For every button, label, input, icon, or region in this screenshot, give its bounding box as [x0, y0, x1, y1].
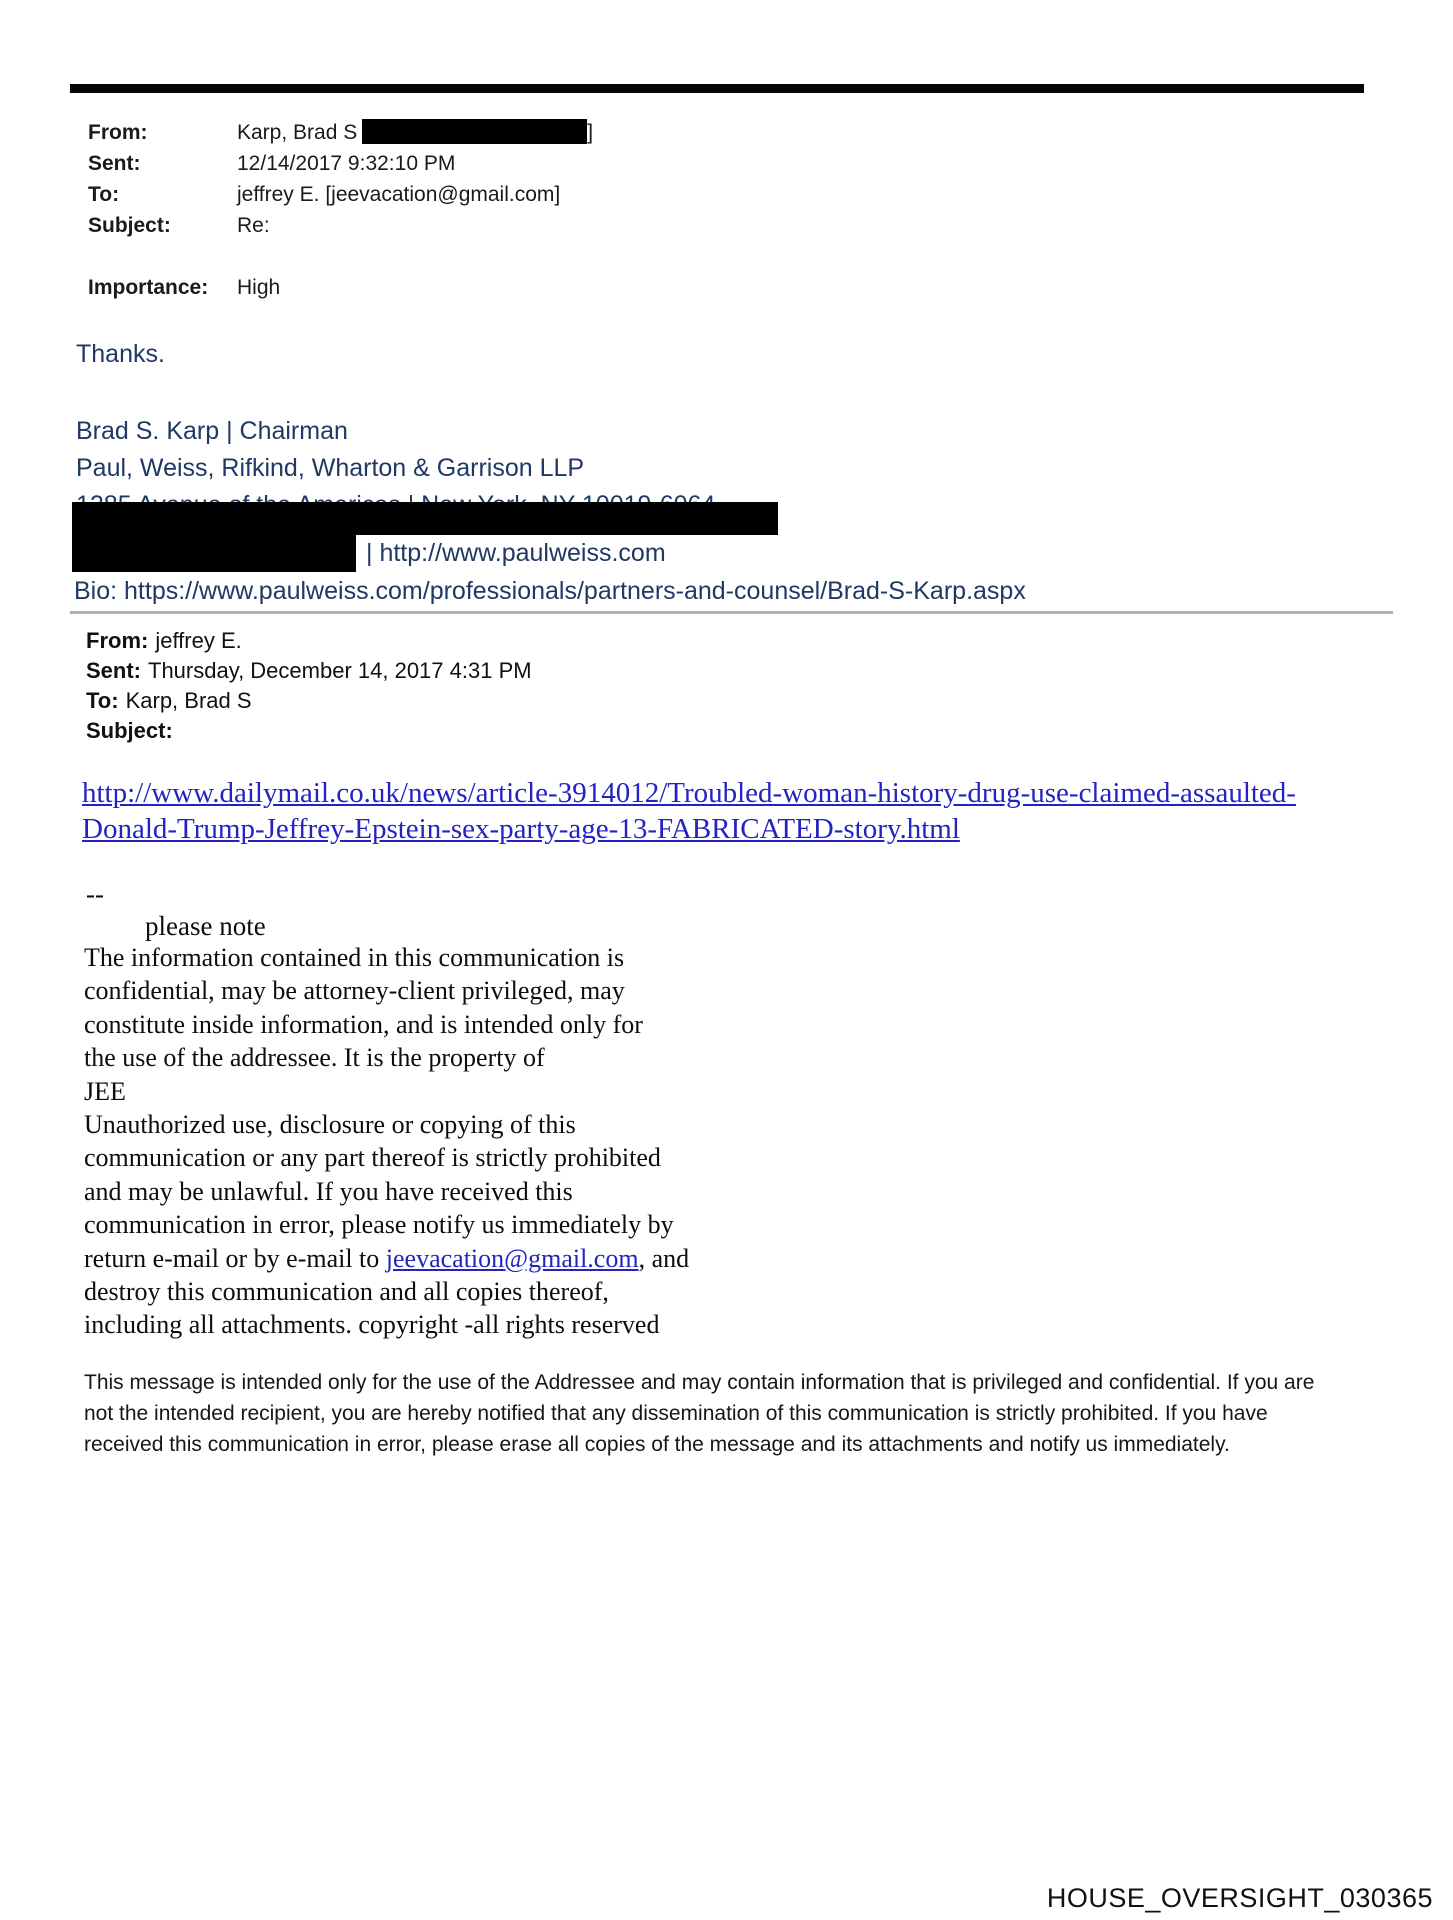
quoted-row-from — [86, 626, 532, 656]
disclaimer-line: the use of the addressee. It is the property of — [84, 1043, 545, 1073]
quoted-row-sent — [86, 656, 532, 686]
quoted-from-label: From: — [86, 628, 149, 653]
signature-separator: -- — [86, 879, 104, 909]
footer-disclaimer — [84, 1368, 1314, 1460]
quoted-subject-label: Subject: — [86, 718, 173, 743]
redaction-row-website — [72, 535, 778, 572]
footer-disclaimer-line-2: not the intended recipient, you are hereby notified that any dissemination of this communication is strictly prohibited. If you have — [84, 1401, 1268, 1425]
footer-disclaimer-line-3: received this communication in error, please erase all copies of the message and its attachments and notify us immediately. — [84, 1432, 1230, 1456]
disclaimer-line: communication or any part thereof is strictly prohibited — [84, 1143, 661, 1173]
dailymail-article-link[interactable]: http://www.dailymail.co.uk/news/article-3914012/Troubled-woman-history-drug-use-claimed-assaulted- — [82, 777, 1296, 809]
dailymail-article-link-continued[interactable]: Donald-Trump-Jeffrey-Epstein-sex-party-age-13-FABRICATED-story.html — [82, 813, 960, 845]
sent-value: 12/14/2017 9:32:10 PM — [237, 152, 456, 175]
header-row-to — [88, 179, 593, 210]
from-value-bracket: ] — [587, 121, 594, 144]
quoted-to-value: Karp, Brad S — [125, 688, 252, 713]
quoted-mail-header — [86, 626, 532, 746]
quoted-message-divider — [70, 611, 1393, 614]
article-link-block — [82, 775, 1296, 847]
firm-website-link[interactable]: | http://www.paulweiss.com — [366, 539, 666, 567]
disclaimer-line: including all attachments. copyright -all rights reserved — [84, 1310, 660, 1340]
note-heading: please note — [145, 911, 266, 941]
from-value-name: Karp, Brad S — [237, 121, 358, 144]
signature-name-title: Brad S. Karp | Chairman — [76, 417, 348, 445]
top-rule — [70, 84, 1364, 93]
footer-disclaimer-line-1: This message is intended only for the use of the Addressee and may contain information that is privileged and confidential. If you are — [84, 1371, 1315, 1394]
email-line-prefix: return e-mail or by e-mail to — [84, 1243, 386, 1273]
to-value: jeffrey E. [jeevacation@gmail.com] — [237, 183, 561, 206]
header-row-subject — [88, 210, 593, 241]
sent-label: Sent: — [88, 152, 141, 175]
subject-label: Subject: — [88, 214, 171, 237]
signature-firm: Paul, Weiss, Rifkind, Wharton & Garrison LLP — [76, 454, 585, 482]
redaction-bar-phone-line — [72, 502, 778, 535]
quoted-sent-label: Sent: — [86, 658, 141, 683]
header-spacer — [88, 241, 593, 272]
mail-header — [88, 117, 593, 303]
subject-value: Re: — [237, 214, 270, 237]
redaction-bar-from-address — [362, 119, 587, 144]
message-greeting: Thanks. — [76, 340, 165, 368]
bates-number: HOUSE_OVERSIGHT_030365 — [1046, 1883, 1433, 1913]
from-value — [237, 117, 593, 148]
article-link-line-1 — [82, 775, 1296, 811]
jeevacation-email-link[interactable]: jeevacation@gmail.com — [385, 1243, 639, 1273]
quoted-to-label: To: — [86, 688, 119, 713]
disclaimer-line: The information contained in this communication is — [84, 943, 625, 972]
redaction-bar-fax-line — [72, 535, 356, 572]
bio-link[interactable]: Bio: https://www.paulweiss.com/professionals/partners-and-counsel/Brad-S-Karp.aspx — [74, 577, 1026, 605]
to-label: To: — [88, 183, 120, 206]
quoted-row-subject — [86, 716, 532, 746]
header-row-importance — [88, 272, 593, 303]
signature-redaction-block — [72, 502, 778, 572]
article-link-line-2 — [82, 811, 1296, 847]
disclaimer-line-with-email — [84, 1242, 689, 1275]
disclaimer-line: Unauthorized use, disclosure or copying of this — [84, 1110, 576, 1140]
importance-value: High — [237, 276, 281, 299]
disclaimer-line: and may be unlawful. If you have received this — [84, 1176, 573, 1206]
disclaimer-line: confidential, may be attorney-client privileged, may — [84, 976, 625, 1006]
disclaimer-line: communication in error, please notify us immediately by — [84, 1210, 674, 1240]
quoted-row-to — [86, 686, 532, 716]
importance-label: Importance: — [88, 276, 209, 299]
quoted-from-value: jeffrey E. — [155, 628, 242, 653]
from-label: From: — [88, 121, 148, 144]
header-row-from — [88, 117, 593, 148]
email-line-suffix: , and — [638, 1243, 690, 1273]
header-row-sent — [88, 148, 593, 179]
disclaimer-line: destroy this communication and all copies thereof, — [84, 1277, 609, 1307]
disclaimer-line: JEE — [84, 1076, 126, 1106]
disclaimer-line: constitute inside information, and is intended only for — [84, 1009, 643, 1039]
quoted-disclaimer — [84, 941, 689, 1342]
quoted-sent-value: Thursday, December 14, 2017 4:31 PM — [148, 658, 532, 683]
